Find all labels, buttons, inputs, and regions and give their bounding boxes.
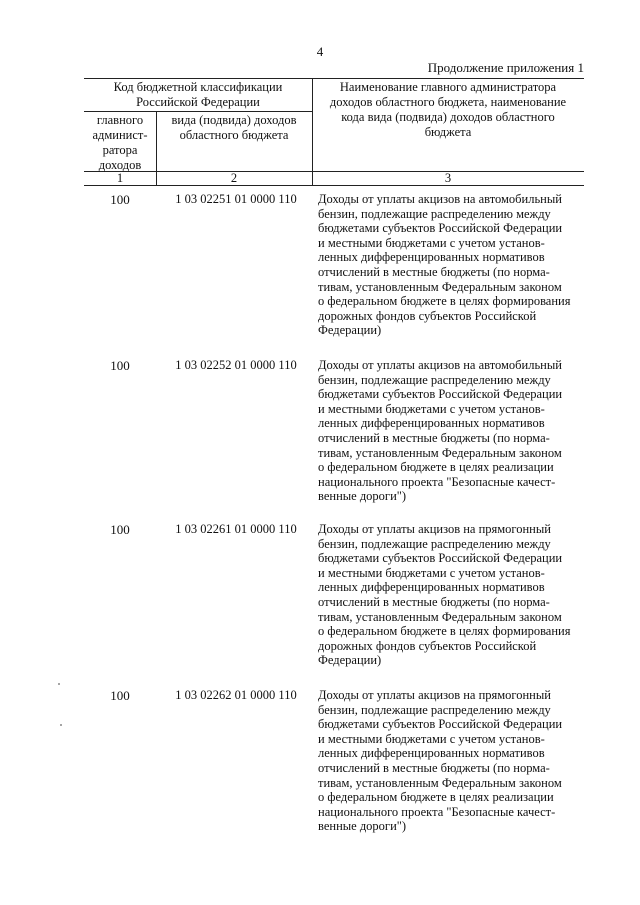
scan-speck — [60, 724, 62, 726]
admin-code: 100 — [110, 192, 130, 207]
revenue-code: 1 03 02262 01 0000 110 — [175, 688, 297, 702]
header-col-number: 3 — [444, 171, 452, 185]
revenue-name: Доходы от уплаты акцизов на автомобильный бензин, подлежащие распределению между бюджетами субъектов Российской Федерации и местными бюджетами с учетом установ- ленных дифференцированных нормативов отчислений в местные бюджеты (по норма- тивам, установленным Федеральным законом о федеральном бюджете в целях формирования дорожных фондов субъектов Российской Федерации) — [318, 192, 571, 338]
header-col-number: 1 — [116, 171, 124, 185]
table-group-divider — [84, 111, 312, 112]
revenue-name: Доходы от уплаты акцизов на прямогонный бензин, подлежащие распределению между бюджетами субъектов Российской Федерации и местными бюджетами с учетом установ- ленных дифференцированных нормативов отчислений в местные бюджеты (по норма- тивам, установленным Федеральным законом о федеральном бюджете в целях формирования дорожных фондов субъектов Российской Федерации) — [318, 522, 571, 668]
continuation-label: Продолжение приложения 1 — [427, 60, 584, 75]
scan-speck — [58, 683, 60, 685]
header-col3-title: Наименование главного администратора доходов областного бюджета, наименование кода вида (подвида) доходов областного бюджета — [329, 80, 567, 139]
revenue-name: Доходы от уплаты акцизов на прямогонный бензин, подлежащие распределению между бюджетами субъектов Российской Федерации и местными бюджетами с учетом установ- ленных дифференцированных нормативов отчислений в местные бюджеты (по норма- тивам, установленным Федеральным законом о федеральном бюджете в целях реализации национального проекта "Безопасные качест- венные дороги") — [318, 688, 563, 834]
header-group-title: Код бюджетной классификации Российской Федерации — [113, 80, 283, 109]
table-top-border — [84, 78, 584, 79]
header-col-number: 2 — [230, 171, 238, 185]
header-col2-title: вида (подвида) доходов областного бюджета — [171, 113, 297, 142]
admin-code: 100 — [110, 688, 130, 703]
admin-code: 100 — [110, 522, 130, 537]
page-number: 4 — [316, 44, 324, 59]
revenue-code: 1 03 02251 01 0000 110 — [175, 192, 297, 206]
revenue-code: 1 03 02252 01 0000 110 — [175, 358, 297, 372]
revenue-code: 1 03 02261 01 0000 110 — [175, 522, 297, 536]
header-col1-title: главного админист- ратора доходов — [92, 113, 148, 172]
admin-code: 100 — [110, 358, 130, 373]
revenue-name: Доходы от уплаты акцизов на автомобильный бензин, подлежащие распределению между бюджетами субъектов Российской Федерации и местными бюджетами с учетом установ- ленных дифференцированных нормативов отчислений в местные бюджеты (по норма- тивам, установленным Федеральным законом о федеральном бюджете в целях реализации национального проекта "Безопасные качест- венные дороги") — [318, 358, 563, 504]
